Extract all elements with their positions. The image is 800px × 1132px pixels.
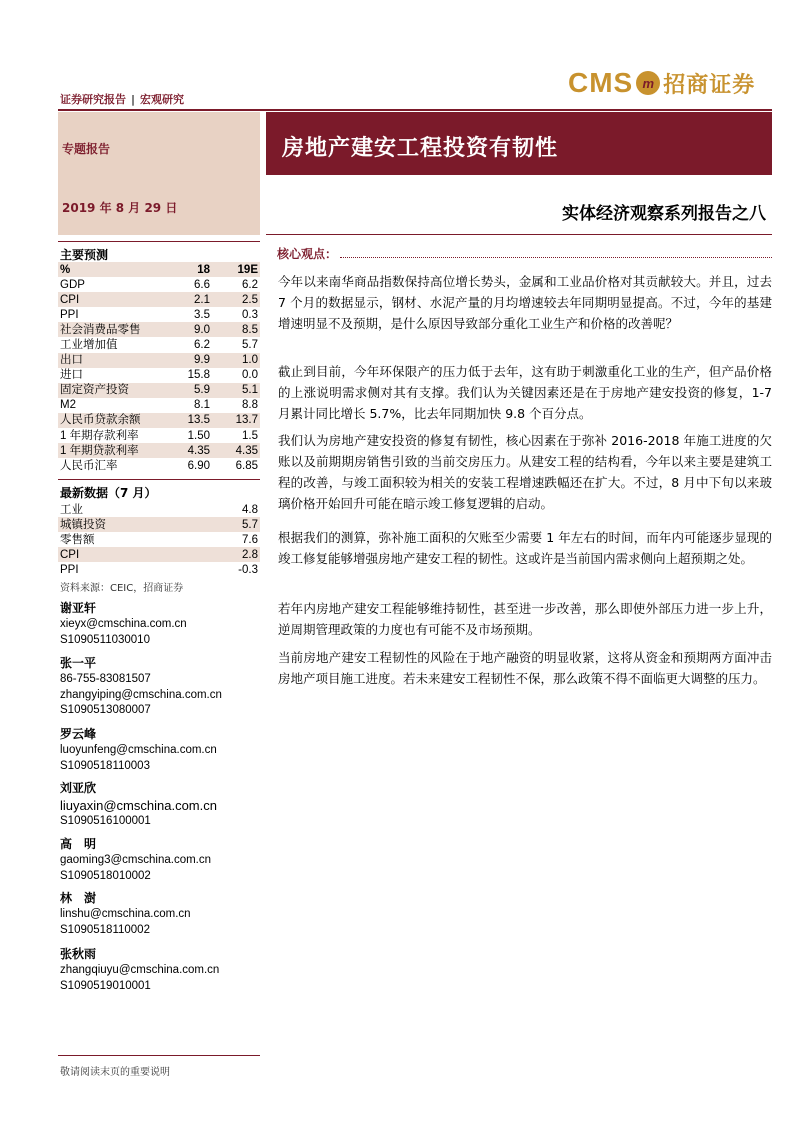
analyst-name: 张秋雨	[60, 947, 97, 961]
analyst-email[interactable]: luoyunfeng@cmschina.com.cn	[60, 744, 217, 756]
latest-cell-label: CPI	[58, 547, 195, 562]
forecast-table	[58, 262, 260, 473]
forecast-cell-label: 人民币贷款余额	[58, 413, 168, 428]
analyst-license: S1090513080007	[60, 704, 151, 716]
analyst-card	[60, 889, 191, 938]
cms-logo	[568, 66, 755, 100]
forecast-row	[58, 383, 260, 398]
latest-cell-value: 2.8	[195, 547, 260, 562]
forecast-cell-y19: 0.3	[242, 308, 258, 321]
forecast-cell-y18: 9.9	[168, 353, 212, 368]
forecast-row	[58, 413, 260, 428]
forecast-cell-label: 1 年期存款利率	[60, 429, 139, 442]
breadcrumb-subcategory: 宏观研究	[140, 93, 185, 106]
forecast-cell-label: 社会消费品零售	[58, 322, 168, 337]
forecast-cell-y18: 13.5	[168, 413, 212, 428]
latest-row	[58, 517, 260, 532]
core-rule	[340, 257, 772, 258]
logo-seal-icon: m	[636, 71, 660, 95]
forecast-cell-y19: 5.1	[212, 383, 260, 398]
forecast-cell-label: 工业增加值	[60, 339, 118, 352]
core-label: 核心观点：	[277, 247, 338, 261]
breadcrumb-separator: |	[131, 93, 136, 106]
forecast-header-cell: 19E	[212, 262, 260, 277]
analyst-email[interactable]: linshu@cmschina.com.cn	[60, 908, 191, 920]
latest-cell-value: 7.6	[242, 533, 258, 546]
forecast-rule-top	[58, 241, 260, 242]
forecast-title: 主要预测	[60, 248, 109, 262]
forecast-cell-label: 进口	[60, 369, 83, 382]
analyst-card	[60, 779, 217, 830]
latest-cell-label: PPI	[60, 563, 79, 576]
analyst-name: 张一平	[60, 656, 97, 670]
latest-cell-label: 零售额	[60, 533, 95, 546]
breadcrumb	[60, 91, 184, 107]
forecast-cell-label: 出口	[58, 353, 168, 368]
analyst-email[interactable]: xieyx@cmschina.com.cn	[60, 618, 187, 630]
forecast-cell-y19: 2.5	[212, 292, 260, 307]
core-paragraph-3: 我们认为房地产建安投资的修复有韧性，核心因素在于弥补 2016-2018 年施工进度的欠账以及前期期房销售引致的当前交房压力。从建安工程的结构看，今年以来主要是建筑工程的改善，与竣工面积较为相关的安装工程增速跌幅还在扩大。不过，8 月中下旬以来玻璃价格开始回升可能在暗示竣工修复逻辑的启动。	[278, 433, 772, 511]
latest-row	[58, 547, 260, 562]
forecast-cell-label: 人民币汇率	[60, 459, 118, 472]
forecast-cell-y19: 6.2	[242, 278, 258, 291]
forecast-cell-y18: 4.35	[168, 443, 212, 458]
forecast-row	[58, 428, 260, 443]
forecast-cell-y18: 3.5	[194, 308, 210, 321]
forecast-row	[58, 398, 260, 413]
forecast-cell-label: CPI	[58, 292, 168, 307]
forecast-cell-y19: 8.5	[212, 322, 260, 337]
forecast-row	[58, 443, 260, 458]
latest-cell-value: 5.7	[195, 517, 260, 532]
latest-row	[58, 532, 260, 547]
forecast-cell-y18: 15.8	[187, 369, 210, 382]
forecast-cell-y18: 8.1	[194, 399, 210, 412]
breadcrumb-category: 证券研究报告	[60, 93, 126, 106]
core-paragraph-1: 今年以来南华商品指数保持高位增长势头，金属和工业品价格对其贡献较大。并且，过去 7 个月的数据显示，钢材、水泥产量的月均增速较去年同期明显提高。不过，今年的基建增速明显不及预期，是什么原因导致部分重化工业生产和价格的改善呢？	[278, 274, 772, 331]
logo-cn-text: 招商证券	[663, 72, 756, 98]
latest-row	[58, 562, 260, 577]
forecast-cell-label: 1 年期贷款利率	[58, 443, 168, 458]
forecast-cell-y19: 1.0	[212, 353, 260, 368]
data-source: 资料来源：CEIC，招商证券	[60, 583, 184, 594]
core-paragraph-5: 若年内房地产建安工程能够维持韧性，甚至进一步改善，那么即使外部压力进一步上升，逆周期管理政策的力度也有可能不及市场预期。	[278, 601, 772, 637]
analyst-name: 谢亚轩	[60, 601, 97, 615]
core-paragraph-6: 当前房地产建安工程韧性的风险在于地产融资的明显收紧，这将从资金和预期两方面冲击房地产项目施工进度。若未来建安工程韧性不保，那么政策不得不面临更大调整的压力。	[278, 650, 772, 686]
analyst-license: S1090518010002	[60, 869, 151, 882]
analyst-license: S1090518110002	[60, 923, 150, 936]
footer-note: 敬请阅读末页的重要说明	[60, 1067, 170, 1078]
analyst-name: 罗云峰	[60, 727, 97, 741]
latest-cell-label: 城镇投资	[58, 517, 195, 532]
forecast-cell-y18: 6.90	[187, 459, 210, 472]
forecast-cell-y19: 6.85	[235, 459, 258, 472]
forecast-cell-label: PPI	[60, 308, 79, 321]
core-paragraph-2: 截止到目前，今年环保限产的压力低于去年，这有助于刺激重化工业的生产，但产品价格的上涨说明需求侧对其有支撑。我们认为关键因素还是在于房地产建安投资的修复，1-7 月累计同比增长 5.7%，比去年同期加快 9.8 个百分点。	[278, 364, 772, 421]
forecast-cell-y19: 8.8	[242, 399, 258, 412]
forecast-row	[58, 322, 260, 337]
core-paragraph-4: 根据我们的测算，弥补施工面积的欠账至少需要 1 年左右的时间，而年内可能逐步显现的竣工修复能够增强房地产建安工程的韧性。这或许是当前国内需求侧向上超预期之处。	[278, 530, 772, 566]
analyst-card	[60, 945, 219, 994]
report-type: 专题报告	[62, 142, 111, 156]
analyst-license: S1090516100001	[60, 815, 151, 827]
report-subtitle: 实体经济观察系列报告之八	[562, 204, 766, 224]
forecast-row	[58, 368, 260, 383]
forecast-row	[58, 353, 260, 368]
forecast-cell-y18: 6.2	[194, 339, 210, 352]
latest-table	[58, 502, 260, 577]
forecast-cell-y19: 4.35	[212, 443, 260, 458]
forecast-header-cell: 18	[168, 262, 212, 277]
forecast-header-cell: %	[58, 262, 168, 277]
analyst-name: 林 澍	[60, 891, 97, 905]
analyst-name: 高 明	[60, 837, 97, 851]
analyst-name: 刘亚欣	[60, 781, 97, 795]
forecast-cell-label: 固定资产投资	[58, 383, 168, 398]
footer-rule	[58, 1055, 260, 1056]
header-rule	[58, 109, 772, 111]
forecast-cell-y18: 5.9	[168, 383, 212, 398]
forecast-row	[58, 292, 260, 307]
analyst-card	[60, 725, 217, 774]
forecast-cell-y18: 1.50	[187, 429, 210, 442]
forecast-header-row	[58, 262, 260, 277]
analyst-email[interactable]: zhangqiuyu@cmschina.com.cn	[60, 964, 220, 976]
forecast-cell-label: M2	[60, 399, 76, 412]
analyst-license: S1090518110003	[60, 759, 150, 772]
forecast-row	[58, 307, 260, 322]
latest-cell-value: -0.3	[238, 563, 258, 576]
forecast-cell-y19: 13.7	[212, 413, 260, 428]
forecast-row	[58, 458, 260, 473]
logo-cms-text: CMS	[568, 67, 634, 98]
analyst-email[interactable]: zhangyiping@cmschina.com.cn	[60, 688, 222, 701]
forecast-cell-y19: 0.0	[242, 369, 258, 382]
forecast-cell-y19: 1.5	[242, 429, 258, 442]
analyst-license: S1090519010001	[60, 979, 151, 992]
analyst-card	[60, 835, 211, 884]
forecast-cell-y18: 6.6	[194, 278, 210, 291]
subtitle-rule	[266, 234, 772, 235]
forecast-row	[58, 277, 260, 292]
forecast-cell-y19: 5.7	[242, 339, 258, 352]
analyst-email[interactable]: gaoming3@cmschina.com.cn	[60, 854, 212, 866]
report-date: 2019 年 8 月 29 日	[62, 201, 178, 215]
sidebar-band	[58, 112, 260, 235]
analyst-license: S1090511030010	[60, 633, 150, 646]
analyst-email[interactable]: liuyaxin@cmschina.com.cn	[60, 798, 217, 813]
forecast-row	[58, 337, 260, 352]
forecast-cell-label: GDP	[60, 278, 85, 291]
latest-row	[58, 502, 260, 517]
analyst-phone: 86-755-83081507	[60, 673, 151, 685]
analyst-card	[60, 599, 187, 648]
latest-cell-value: 4.8	[242, 503, 258, 516]
forecast-cell-y18: 9.0	[168, 322, 212, 337]
latest-cell-label: 工业	[60, 503, 83, 516]
report-title: 房地产建安工程投资有韧性	[282, 136, 559, 161]
forecast-cell-y18: 2.1	[168, 292, 212, 307]
analyst-card	[60, 654, 222, 719]
latest-rule-top	[58, 479, 260, 480]
latest-title: 最新数据（7 月）	[60, 486, 157, 500]
